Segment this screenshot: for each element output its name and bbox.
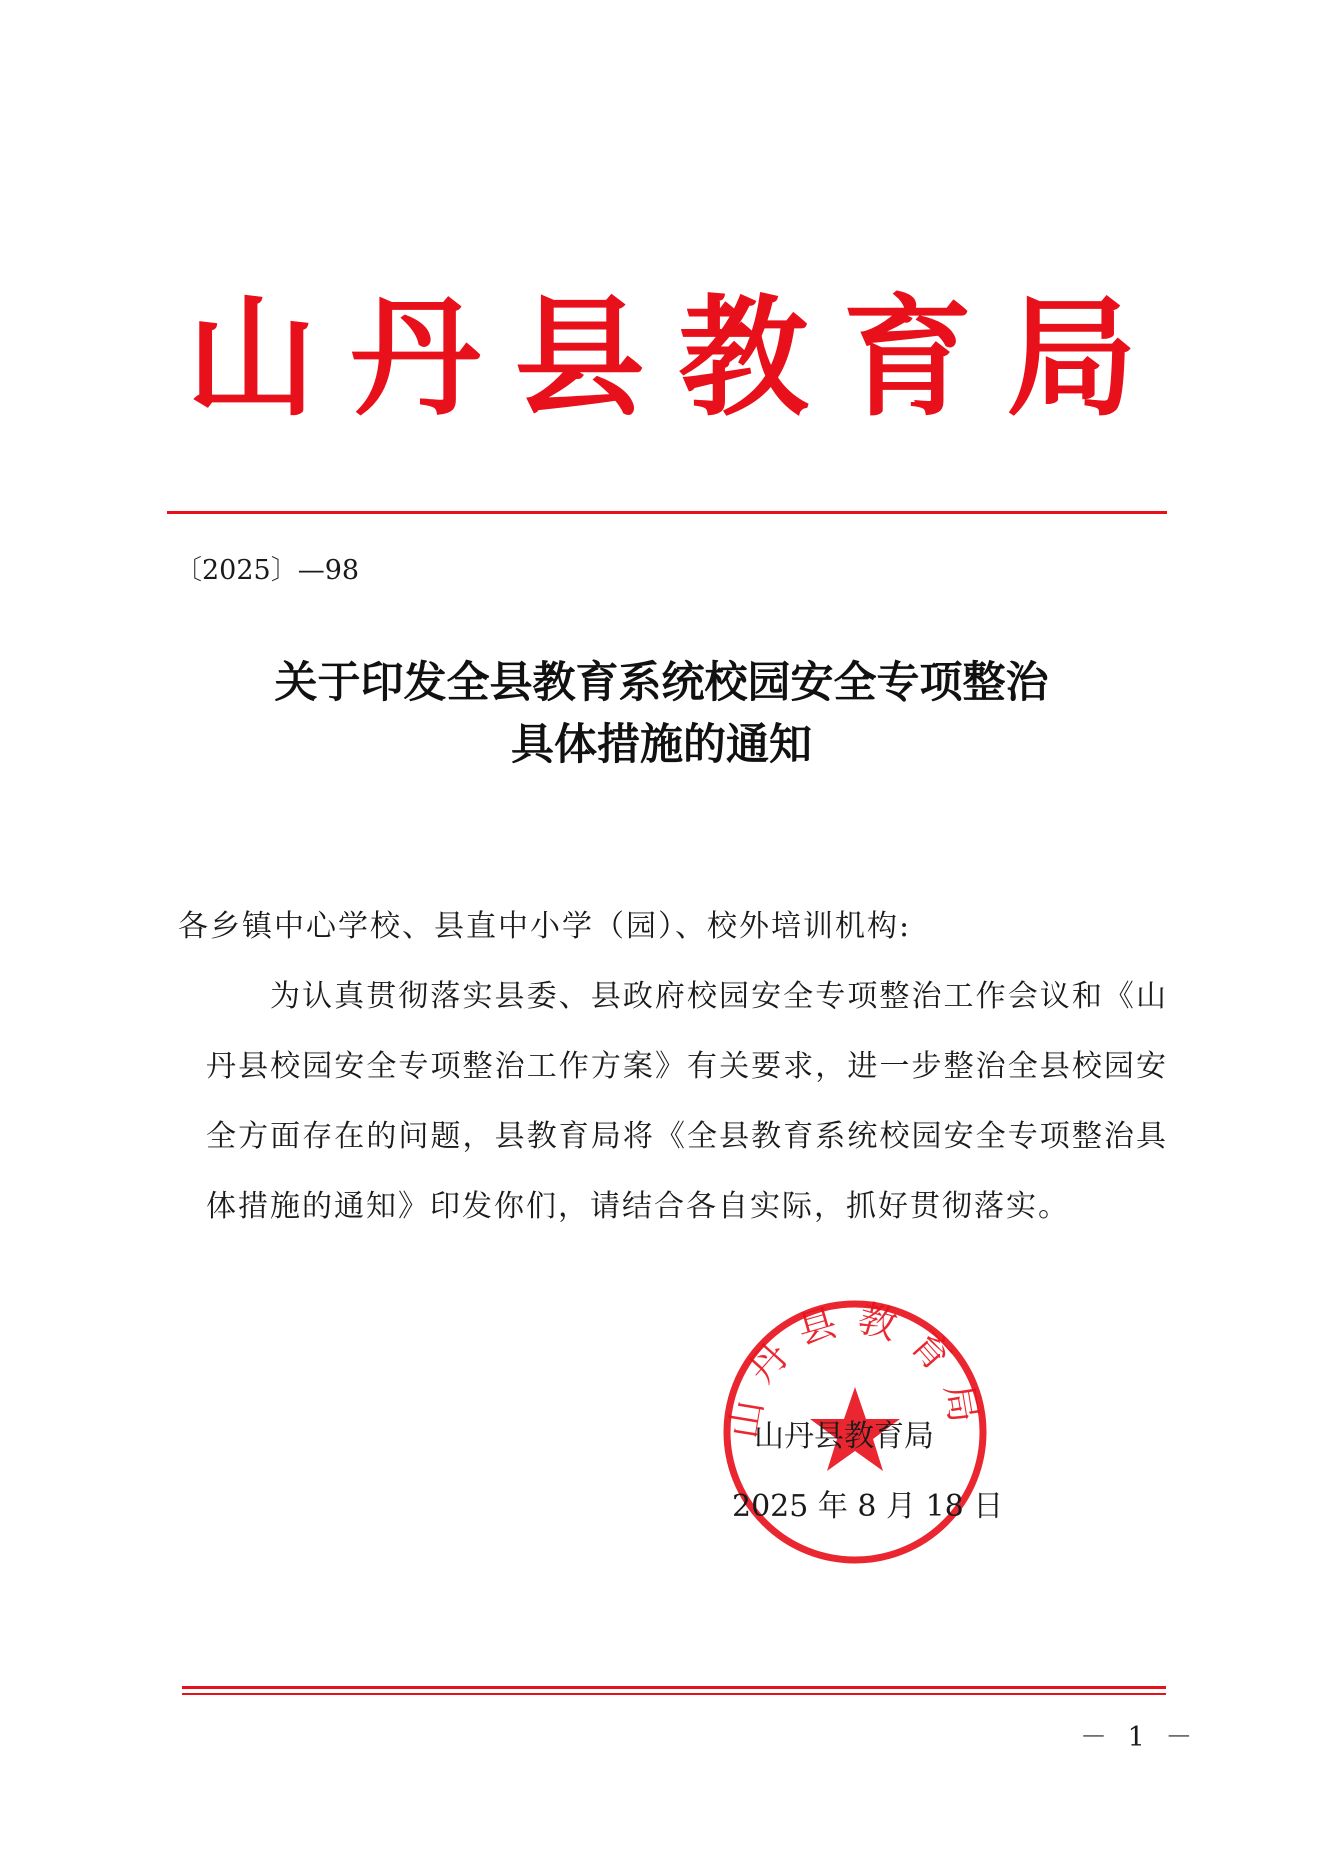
signature-org: 山丹县教育局 <box>754 1419 934 1454</box>
recipient-line: 各乡镇中心学校、县直中小学（园）、校外培训机构: <box>178 909 912 944</box>
document-number: 〔2025〕—98 <box>175 555 360 586</box>
svg-text:山丹县教育局: 山丹县教育局 <box>721 1295 989 1442</box>
document-body <box>178 892 1168 1242</box>
body-paragraph: 为认真贯彻落实县委、县政府校园安全专项整治工作会议和《山丹县校园安全专项整治工作方案》有关要求，进一步整治全县校园安全方面存在的问题，县教育局将《全县教育系统校园安全专项整治具体措施的通知》印发你们，请结合各自实际，抓好贯彻落实。 <box>206 979 1168 1224</box>
issuer-masthead: 山丹县教育局 <box>186 281 1171 434</box>
footer-red-rule-thick <box>182 1686 1166 1689</box>
title-line-1: 关于印发全县教育系统校园安全专项整治 <box>274 658 1049 708</box>
title-line-2: 具体措施的通知 <box>511 720 812 770</box>
signature-date: 2025 年 8 月 18 日 <box>732 1489 1004 1524</box>
page-number: － 1 － <box>1080 1722 1199 1753</box>
footer-red-rule-thin <box>182 1693 1166 1695</box>
header-red-rule <box>167 511 1167 514</box>
document-title <box>0 652 1323 776</box>
signature-block <box>732 1402 1070 1542</box>
